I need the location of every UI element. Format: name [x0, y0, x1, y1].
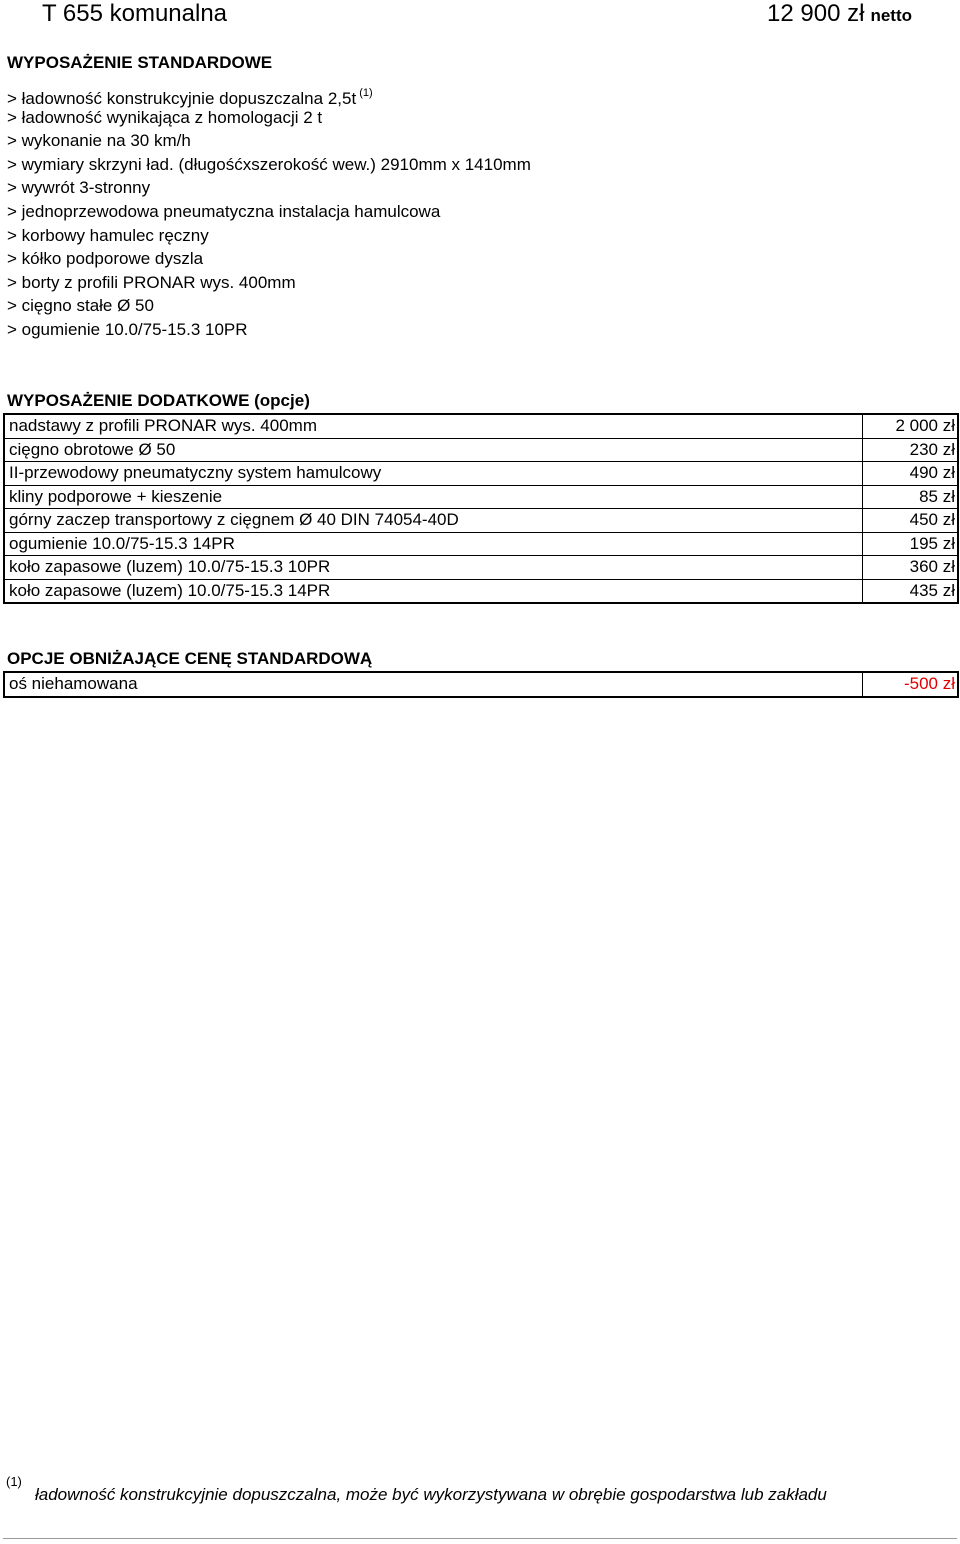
list-item: > kółko podporowe dyszla [7, 249, 204, 269]
footnote-mark: (1) [6, 1474, 22, 1489]
option-price: 2 000 zł [863, 414, 959, 438]
standard-equipment-list [7, 82, 531, 342]
table-row [4, 414, 958, 438]
list-item: > wywrót 3-stronny [7, 178, 151, 198]
option-label: ogumienie 10.0/75-15.3 14PR [4, 532, 863, 556]
list-item [7, 82, 531, 106]
option-label: kliny podporowe + kieszenie [4, 485, 863, 509]
reductions-table [3, 671, 959, 698]
table-row [4, 556, 958, 580]
table-row [4, 672, 958, 697]
list-item: > wymiary skrzyni ład. (długośćxszerokość wew.) 2910mm x 1410mm [7, 154, 531, 174]
table-row [4, 462, 958, 486]
table-row [4, 485, 958, 509]
table-row [4, 509, 958, 533]
option-label: nadstawy z profili PRONAR wys. 400mm [4, 414, 863, 438]
list-item-text: > ładowność konstrukcyjnie dopuszczalna 2,5t [7, 89, 357, 108]
product-price [767, 0, 912, 30]
table-row [4, 532, 958, 556]
table-row [4, 438, 958, 462]
reductions-heading: OPCJE OBNIŻAJĄCE CENĘ STANDARDOWĄ [7, 649, 373, 668]
footnote-text: ładowność konstrukcyjnie dopuszczalna, może być wykorzystywana w obrębie gospodarstwa lub zakładu [35, 1485, 827, 1504]
options-heading: WYPOSAŻENIE DODATKOWE (opcje) [7, 391, 310, 410]
option-label: koło zapasowe (luzem) 10.0/75-15.3 14PR [4, 579, 863, 603]
option-price: 450 zł [863, 509, 959, 533]
list-item: > borty z profili PRONAR wys. 400mm [7, 272, 296, 292]
option-label: cięgno obrotowe Ø 50 [4, 438, 863, 462]
option-price: 360 zł [863, 556, 959, 580]
list-item: > korbowy hamulec ręczny [7, 225, 209, 245]
option-price: 85 zł [863, 485, 959, 509]
options-table [3, 413, 959, 604]
list-item: > ogumienie 10.0/75-15.3 10PR [7, 319, 248, 339]
price-suffix: netto [870, 6, 912, 25]
option-price: 490 zł [863, 462, 959, 486]
list-item: > ładowność wynikająca z homologacji 2 t [7, 107, 323, 127]
list-item: > jednoprzewodowa pneumatyczna instalacja hamulcowa [7, 201, 441, 221]
reduction-price: -500 zł [863, 672, 959, 697]
option-price: 435 zł [863, 579, 959, 603]
option-price: 230 zł [863, 438, 959, 462]
table-row [4, 579, 958, 603]
reduction-label: oś niehamowana [4, 672, 863, 697]
footnote-ref: (1) [359, 87, 373, 99]
option-label: koło zapasowe (luzem) 10.0/75-15.3 10PR [4, 556, 863, 580]
list-item: > wykonanie na 30 km/h [7, 131, 191, 151]
option-label: górny zaczep transportowy z cięgnem Ø 40 DIN 74054-40D [4, 509, 863, 533]
price-value: 12 900 zł [767, 0, 865, 27]
product-title: T 655 komunalna [42, 0, 228, 27]
standard-heading: WYPOSAŻENIE STANDARDOWE [7, 53, 273, 72]
option-price: 195 zł [863, 532, 959, 556]
list-item: > cięgno stałe Ø 50 [7, 296, 154, 316]
bottom-divider [3, 1538, 957, 1539]
option-label: II-przewodowy pneumatyczny system hamulcowy [4, 462, 863, 486]
